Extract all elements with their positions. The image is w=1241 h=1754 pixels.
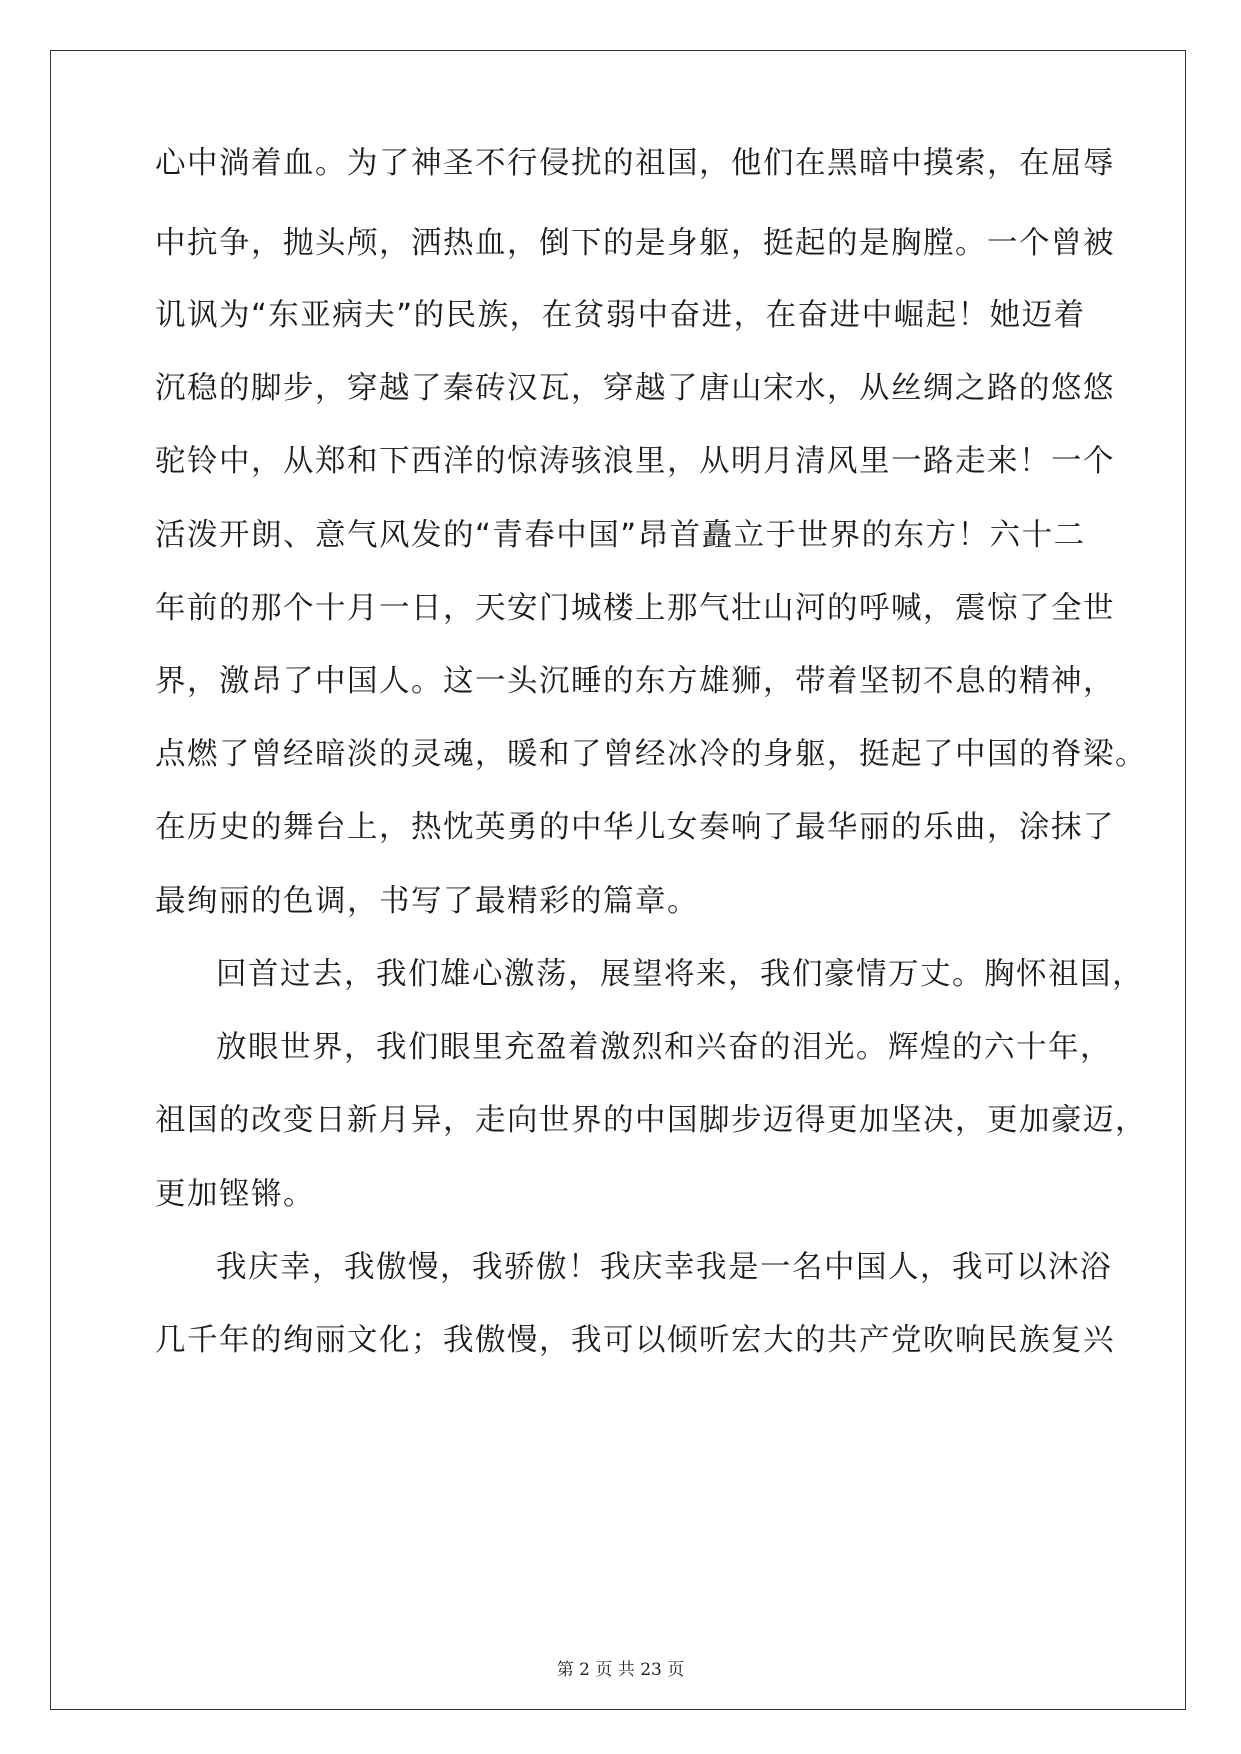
body-line-7: 年前的那个十月一日，天安门城楼上那气壮山河的呼喊，震惊了全世 [155,591,1115,626]
body-line-13: 放眼世界，我们眼里充盈着激烈和兴奋的泪光。辉煌的六十年， [216,1030,1112,1065]
body-line-11: 最绚丽的色调，书写了最精彩的篇章。 [155,884,699,919]
body-line-14: 祖国的改变日新月异，走向世界的中国脚步迈得更加坚决，更加豪迈， [155,1103,1147,1138]
body-line-10: 在历史的舞台上，热忱英勇的中华儿女奏响了最华丽的乐曲，涂抹了 [155,810,1115,845]
body-line-12: 回首过去，我们雄心激荡，展望将来，我们豪情万丈。胸怀祖国， [216,957,1144,992]
body-line-15: 更加铿锵。 [155,1177,315,1212]
body-line-5: 驼铃中，从郑和下西洋的惊涛骇浪里，从明月清风里一路走来！一个 [155,444,1115,479]
body-line-17: 几千年的绚丽文化；我傲慢，我可以倾听宏大的共产党吹响民族复兴 [155,1323,1115,1358]
body-line-3: 讥讽为“东亚病夫”的民族，在贫弱中奋进，在奋进中崛起！她迈着 [155,298,1086,333]
body-line-6: 活泼开朗、意气风发的“青春中国”昂首矗立于世界的东方！六十二 [155,518,1086,553]
body-line-16: 我庆幸，我傲慢，我骄傲！我庆幸我是一名中国人，我可以沐浴 [216,1250,1112,1285]
body-line-8: 界，激昂了中国人。这一头沉睡的东方雄狮，带着坚韧不息的精神， [155,664,1115,699]
body-line-2: 中抗争，抛头颅，洒热血，倒下的是身躯，挺起的是胸膛。一个曾被 [155,226,1115,261]
page-number-footer: 第 2 页 共 23 页 [556,1660,685,1680]
body-line-1: 心中淌着血。为了神圣不行侵扰的祖国，他们在黑暗中摸索，在屈辱 [155,146,1115,181]
body-line-9: 点燃了曾经暗淡的灵魂，暖和了曾经冰冷的身躯，挺起了中国的脊梁。 [155,737,1147,772]
body-line-4: 沉稳的脚步，穿越了秦砖汉瓦，穿越了唐山宋水，从丝绸之路的悠悠 [155,371,1115,406]
